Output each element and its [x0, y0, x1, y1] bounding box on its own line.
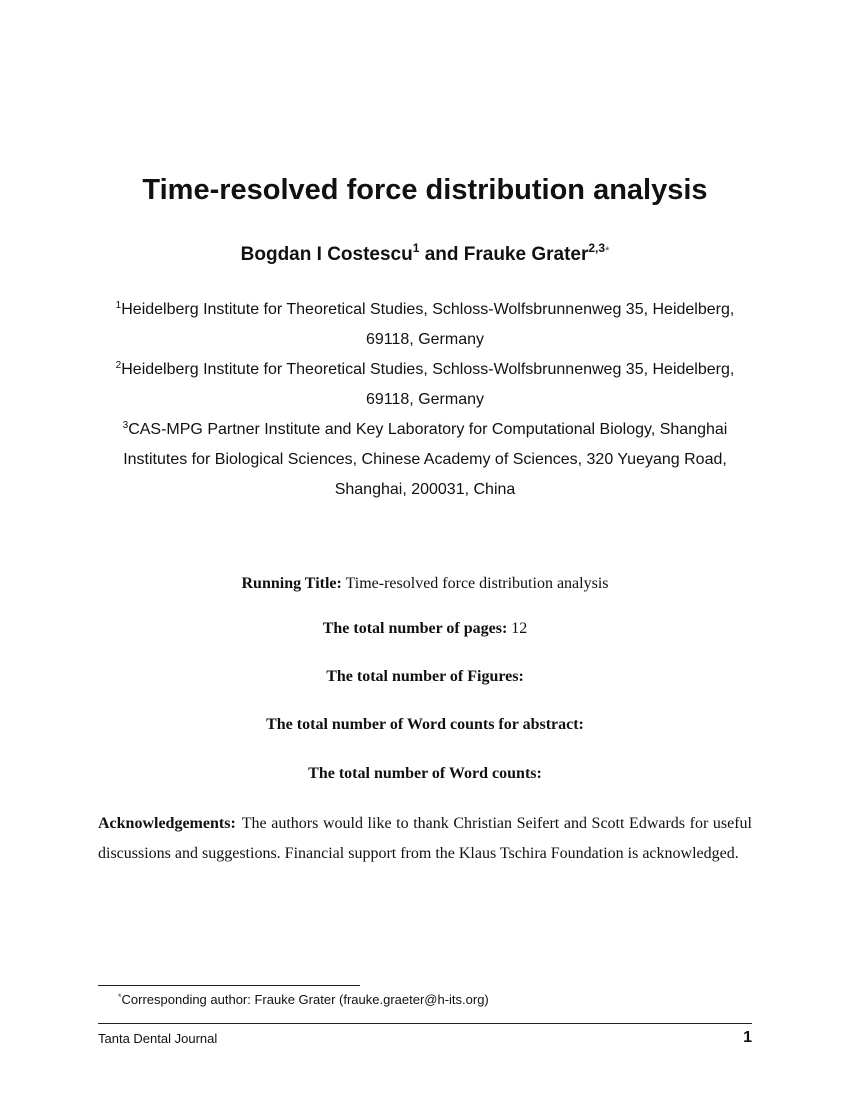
- acknowledgements-text: The authors would like to thank Christian Seifert and Scott Edwards for useful discussions and suggestions. Financial support from the Klaus Tschira Foundation is acknowledged.: [98, 815, 752, 862]
- affiliation-text: CAS-MPG Partner Institute and Key Laboratory for Computational Biology, Shanghai Institutes for Biological Sciences, Chinese Academy of Sciences, 320 Yueyang Road, Shanghai, 200031, China: [123, 421, 728, 498]
- affiliation-2: [98, 355, 752, 415]
- footnote: [118, 988, 489, 1009]
- abstract-word-count-label: The total number of Word counts for abstract:: [266, 716, 584, 733]
- affiliation-number: 3: [122, 420, 129, 431]
- affiliation-3: [98, 415, 752, 505]
- running-title-value: Time-resolved force distribution analysis: [345, 575, 609, 592]
- affiliations: [98, 295, 752, 505]
- affiliation-number: 1: [115, 300, 122, 311]
- author-name: Frauke Grater: [463, 244, 589, 265]
- page-count-value: 12: [511, 620, 528, 637]
- acknowledgements-label: Acknowledgements:: [98, 815, 236, 832]
- running-title-line: [0, 573, 850, 595]
- figure-count-label: The total number of Figures:: [326, 668, 524, 685]
- paper-title: Time-resolved force distribution analysis: [142, 174, 708, 206]
- footnote-divider: [98, 985, 360, 986]
- page-count-line: [0, 618, 850, 640]
- abstract-word-count-line: [0, 714, 850, 736]
- footnote-mark: *: [118, 992, 122, 1002]
- acknowledgements: [98, 809, 752, 869]
- affiliation-text: Heidelberg Institute for Theoretical Studies, Schloss-Wolfsbrunnenweg 35, Heidelberg, 69118, Germany: [121, 361, 735, 408]
- page-number: 1: [743, 1029, 752, 1046]
- author-list: [0, 236, 850, 270]
- affiliation-1: [98, 295, 752, 355]
- author-name: Bogdan I Costescu: [240, 244, 413, 265]
- page-count-label: The total number of pages:: [322, 620, 508, 637]
- author-affil-number: 1: [412, 241, 420, 255]
- affiliation-text: Heidelberg Institute for Theoretical Studies, Schloss-Wolfsbrunnenweg 35, Heidelberg, 69118, Germany: [121, 301, 735, 348]
- word-count-label: The total number of Word counts:: [308, 765, 542, 782]
- figure-count-line: [0, 666, 850, 688]
- author-conjunction: and: [424, 244, 459, 265]
- footnote-text: Corresponding author: Frauke Grater (frauke.graeter@h-its.org): [121, 992, 489, 1007]
- footer-divider: [98, 1023, 752, 1024]
- affiliation-number: 2: [115, 360, 122, 371]
- journal-name: Tanta Dental Journal: [98, 1031, 218, 1046]
- word-count-line: [0, 763, 850, 785]
- corresponding-mark: *: [605, 245, 610, 257]
- author-affil-number: 2,3: [588, 241, 606, 255]
- running-title-label: Running Title:: [241, 575, 342, 592]
